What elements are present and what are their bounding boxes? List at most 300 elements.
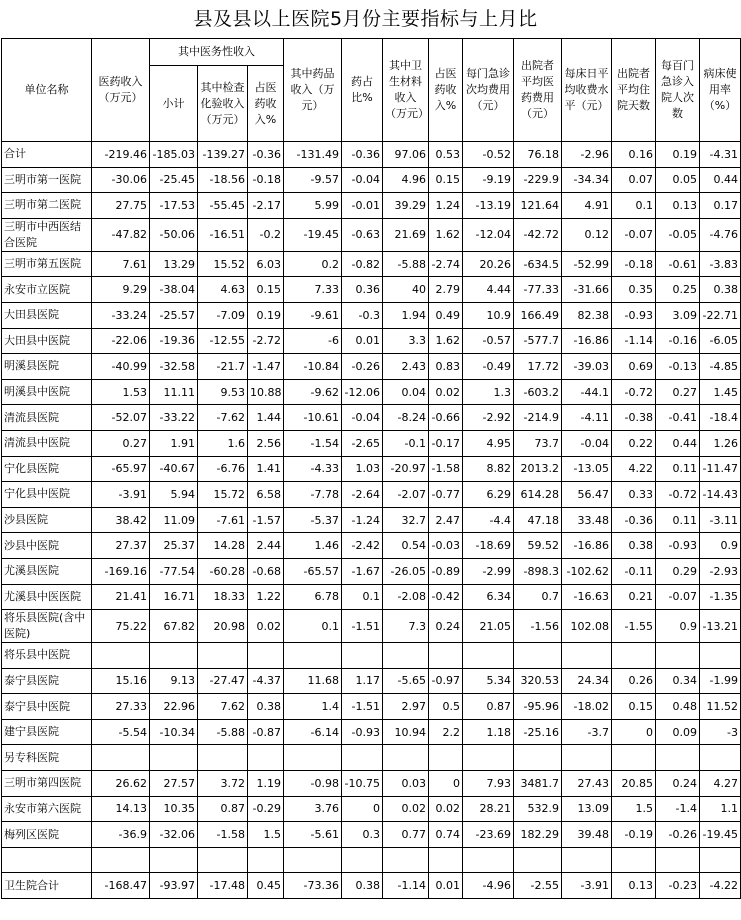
- value-cell: [562, 847, 612, 873]
- value-cell: 0.53: [429, 142, 463, 168]
- value-cell: 27.57: [150, 771, 198, 797]
- value-cell: 0.07: [612, 167, 656, 193]
- value-cell: [514, 745, 562, 771]
- value-cell: -47.82: [92, 218, 150, 251]
- value-cell: [656, 643, 700, 669]
- value-cell: [514, 643, 562, 669]
- value-cell: -0.72: [612, 379, 656, 405]
- value-cell: 0.44: [700, 167, 741, 193]
- value-cell: 0: [612, 719, 656, 745]
- header-drug-income: 其中药品收入（万元）: [284, 39, 342, 142]
- value-cell: 0.01: [429, 873, 463, 899]
- unit-name-cell: 永安市第六医院: [2, 796, 92, 822]
- table-row: [2, 610, 741, 643]
- value-cell: 82.38: [562, 302, 612, 328]
- value-cell: -4.4: [463, 507, 514, 533]
- value-cell: -10.61: [284, 405, 342, 431]
- value-cell: 0.34: [656, 668, 700, 694]
- value-cell: [383, 643, 429, 669]
- value-cell: [656, 847, 700, 873]
- value-cell: 1.62: [429, 218, 463, 251]
- value-cell: 76.18: [514, 142, 562, 168]
- value-cell: 97.06: [383, 142, 429, 168]
- value-cell: 1.24: [429, 193, 463, 219]
- value-cell: 0.12: [562, 218, 612, 251]
- value-cell: 22.96: [150, 694, 198, 720]
- value-cell: -1.54: [284, 430, 342, 456]
- value-cell: 0.19: [248, 302, 284, 328]
- table-row: [2, 277, 741, 303]
- value-cell: 0.3: [342, 822, 383, 848]
- value-cell: 2.44: [248, 533, 284, 559]
- value-cell: 0.13: [656, 193, 700, 219]
- value-cell: 0.9: [700, 533, 741, 559]
- value-cell: -60.28: [198, 558, 248, 584]
- table-row: [2, 379, 741, 405]
- value-cell: -603.2: [514, 379, 562, 405]
- value-cell: -3.83: [700, 251, 741, 277]
- value-cell: 6.58: [248, 482, 284, 508]
- value-cell: [612, 847, 656, 873]
- table-row: [2, 873, 741, 899]
- value-cell: 0.24: [656, 771, 700, 797]
- value-cell: -25.57: [150, 302, 198, 328]
- value-cell: 0.36: [342, 277, 383, 303]
- value-cell: 102.08: [562, 610, 612, 643]
- value-cell: -0.19: [612, 822, 656, 848]
- table-row: [2, 328, 741, 354]
- value-cell: -5.37: [284, 507, 342, 533]
- value-cell: -52.07: [92, 405, 150, 431]
- value-cell: [562, 745, 612, 771]
- value-cell: 0.15: [429, 167, 463, 193]
- value-cell: -19.36: [150, 328, 198, 354]
- value-cell: 3.3: [383, 328, 429, 354]
- value-cell: 1.46: [284, 533, 342, 559]
- value-cell: [463, 643, 514, 669]
- value-cell: 2.97: [383, 694, 429, 720]
- value-cell: -0.49: [463, 354, 514, 380]
- value-cell: 0.69: [612, 354, 656, 380]
- header-stay-days: 出院者平均住院天数: [612, 39, 656, 142]
- value-cell: 7.62: [198, 694, 248, 720]
- value-cell: -0.97: [429, 668, 463, 694]
- value-cell: 0.25: [656, 277, 700, 303]
- value-cell: 7.3: [383, 610, 429, 643]
- value-cell: 6.34: [463, 584, 514, 610]
- value-cell: -185.03: [150, 142, 198, 168]
- table-row: [2, 218, 741, 251]
- value-cell: -19.45: [284, 218, 342, 251]
- value-cell: -12.04: [463, 218, 514, 251]
- value-cell: [248, 643, 284, 669]
- value-cell: 21.69: [383, 218, 429, 251]
- value-cell: [429, 643, 463, 669]
- value-cell: -6.14: [284, 719, 342, 745]
- value-cell: -5.54: [92, 719, 150, 745]
- value-cell: -3.91: [92, 482, 150, 508]
- value-cell: 0.04: [383, 379, 429, 405]
- unit-name-cell: 尤溪县中医医院: [2, 584, 92, 610]
- table-row: [2, 456, 741, 482]
- value-cell: 11.11: [150, 379, 198, 405]
- value-cell: 4.27: [700, 771, 741, 797]
- value-cell: -12.06: [342, 379, 383, 405]
- table-row: [2, 668, 741, 694]
- value-cell: 11.68: [284, 668, 342, 694]
- header-subtotal: 小计: [150, 66, 198, 142]
- unit-name-cell: 沙县医院: [2, 507, 92, 533]
- unit-name-cell: 泰宁县中医院: [2, 694, 92, 720]
- value-cell: 27.43: [562, 771, 612, 797]
- value-cell: -32.06: [150, 822, 198, 848]
- value-cell: -3.11: [700, 507, 741, 533]
- value-cell: -5.61: [284, 822, 342, 848]
- value-cell: 0.38: [342, 873, 383, 899]
- value-cell: 1.94: [383, 302, 429, 328]
- unit-name-cell: 将乐县中医院: [2, 643, 92, 669]
- value-cell: -16.86: [562, 533, 612, 559]
- value-cell: -4.76: [700, 218, 741, 251]
- value-cell: -31.66: [562, 277, 612, 303]
- value-cell: -214.9: [514, 405, 562, 431]
- value-cell: 3.09: [656, 302, 700, 328]
- unit-name-cell: 清流县中医院: [2, 430, 92, 456]
- unit-name-cell: 大田县中医院: [2, 328, 92, 354]
- table-row: [2, 643, 741, 669]
- value-cell: -3: [700, 719, 741, 745]
- value-cell: -17.48: [198, 873, 248, 899]
- value-cell: -0.93: [342, 719, 383, 745]
- table-row: [2, 142, 741, 168]
- value-cell: 2.2: [429, 719, 463, 745]
- value-cell: 0.38: [248, 694, 284, 720]
- value-cell: -33.24: [92, 302, 150, 328]
- value-cell: -3.7: [562, 719, 612, 745]
- unit-name-cell: 三明市中西医结合医院: [2, 218, 92, 251]
- value-cell: -0.38: [612, 405, 656, 431]
- value-cell: -0.52: [463, 142, 514, 168]
- value-cell: -2.55: [514, 873, 562, 899]
- value-cell: [284, 847, 342, 873]
- header-discharge-cost: 出院者平均医药费用（元）: [514, 39, 562, 142]
- value-cell: -1.35: [700, 584, 741, 610]
- value-cell: -40.99: [92, 354, 150, 380]
- value-cell: 0.09: [656, 719, 700, 745]
- value-cell: 75.22: [92, 610, 150, 643]
- report-title: 县及县以上医院5月份主要指标与上月比: [193, 8, 538, 30]
- value-cell: 7.61: [92, 251, 150, 277]
- value-cell: -38.04: [150, 277, 198, 303]
- value-cell: -102.62: [562, 558, 612, 584]
- value-cell: 1.44: [248, 405, 284, 431]
- value-cell: [342, 643, 383, 669]
- value-cell: -26.05: [383, 558, 429, 584]
- value-cell: 0.45: [248, 873, 284, 899]
- value-cell: -0.36: [248, 142, 284, 168]
- value-cell: 3.76: [284, 796, 342, 822]
- value-cell: [562, 643, 612, 669]
- value-cell: -2.99: [463, 558, 514, 584]
- value-cell: 20.98: [198, 610, 248, 643]
- value-cell: -0.04: [342, 167, 383, 193]
- value-cell: -0.2: [248, 218, 284, 251]
- value-cell: 10.94: [383, 719, 429, 745]
- value-cell: 9.13: [150, 668, 198, 694]
- value-cell: [284, 643, 342, 669]
- value-cell: -1.55: [612, 610, 656, 643]
- value-cell: 0.35: [612, 277, 656, 303]
- value-cell: 5.99: [284, 193, 342, 219]
- value-cell: [248, 847, 284, 873]
- value-cell: 2.79: [429, 277, 463, 303]
- value-cell: [383, 745, 429, 771]
- value-cell: [150, 643, 198, 669]
- value-cell: 182.29: [514, 822, 562, 848]
- value-cell: -0.04: [342, 405, 383, 431]
- value-cell: 0: [342, 796, 383, 822]
- value-cell: 1.62: [429, 328, 463, 354]
- value-cell: [150, 745, 198, 771]
- value-cell: 0.22: [612, 430, 656, 456]
- value-cell: 2.43: [383, 354, 429, 380]
- value-cell: 0.19: [656, 142, 700, 168]
- value-cell: 0.1: [612, 193, 656, 219]
- value-cell: -0.89: [429, 558, 463, 584]
- value-cell: 2013.2: [514, 456, 562, 482]
- value-cell: -2.08: [383, 584, 429, 610]
- value-cell: -4.85: [700, 354, 741, 380]
- value-cell: -27.47: [198, 668, 248, 694]
- value-cell: -634.5: [514, 251, 562, 277]
- value-cell: -34.34: [562, 167, 612, 193]
- value-cell: 2.47: [429, 507, 463, 533]
- value-cell: 15.52: [198, 251, 248, 277]
- value-cell: -7.78: [284, 482, 342, 508]
- value-cell: 4.44: [463, 277, 514, 303]
- value-cell: -9.57: [284, 167, 342, 193]
- value-cell: -0.07: [656, 584, 700, 610]
- value-cell: -0.04: [562, 430, 612, 456]
- value-cell: 0.74: [429, 822, 463, 848]
- value-cell: -44.1: [562, 379, 612, 405]
- unit-name-cell: 另专科医院: [2, 745, 92, 771]
- value-cell: [248, 745, 284, 771]
- value-cell: 67.82: [150, 610, 198, 643]
- value-cell: -1.67: [342, 558, 383, 584]
- value-cell: [383, 847, 429, 873]
- value-cell: -21.7: [198, 354, 248, 380]
- value-cell: -5.88: [198, 719, 248, 745]
- value-cell: -0.26: [656, 822, 700, 848]
- value-cell: -0.05: [656, 218, 700, 251]
- value-cell: -6: [284, 328, 342, 354]
- value-cell: -1.47: [248, 354, 284, 380]
- value-cell: -30.06: [92, 167, 150, 193]
- value-cell: -11.47: [700, 456, 741, 482]
- value-cell: -4.31: [700, 142, 741, 168]
- unit-name-cell: 宁化县中医院: [2, 482, 92, 508]
- value-cell: [700, 643, 741, 669]
- value-cell: -2.74: [429, 251, 463, 277]
- value-cell: 0.16: [612, 142, 656, 168]
- value-cell: 1.22: [248, 584, 284, 610]
- indicator-table: [1, 38, 741, 899]
- value-cell: 26.62: [92, 771, 150, 797]
- value-cell: -18.4: [700, 405, 741, 431]
- value-cell: -13.05: [562, 456, 612, 482]
- value-cell: -131.49: [284, 142, 342, 168]
- value-cell: 38.42: [92, 507, 150, 533]
- value-cell: [700, 847, 741, 873]
- value-cell: -0.17: [429, 430, 463, 456]
- value-cell: -18.56: [198, 167, 248, 193]
- value-cell: 0.38: [700, 277, 741, 303]
- value-cell: [92, 643, 150, 669]
- value-cell: -2.65: [342, 430, 383, 456]
- value-cell: 17.72: [514, 354, 562, 380]
- value-cell: 3481.7: [514, 771, 562, 797]
- value-cell: 121.64: [514, 193, 562, 219]
- value-cell: -0.18: [248, 167, 284, 193]
- value-cell: -33.22: [150, 405, 198, 431]
- value-cell: [656, 745, 700, 771]
- unit-name-cell: 将乐县医院(含中医院): [2, 610, 92, 643]
- value-cell: 39.29: [383, 193, 429, 219]
- value-cell: 0.5: [429, 694, 463, 720]
- value-cell: -19.45: [700, 822, 741, 848]
- value-cell: 0.03: [383, 771, 429, 797]
- value-cell: 4.63: [198, 277, 248, 303]
- value-cell: -3.91: [562, 873, 612, 899]
- unit-name-cell: 建宁县医院: [2, 719, 92, 745]
- header-admit-rate: 每百门急诊入院人次数: [656, 39, 700, 142]
- value-cell: 0.21: [612, 584, 656, 610]
- value-cell: 0.54: [383, 533, 429, 559]
- value-cell: 0.15: [248, 277, 284, 303]
- unit-name-cell: 梅列区医院: [2, 822, 92, 848]
- value-cell: 1.03: [342, 456, 383, 482]
- value-cell: -17.53: [150, 193, 198, 219]
- value-cell: -1.58: [198, 822, 248, 848]
- value-cell: -0.11: [612, 558, 656, 584]
- value-cell: -9.19: [463, 167, 514, 193]
- value-cell: 47.18: [514, 507, 562, 533]
- value-cell: 0.1: [342, 584, 383, 610]
- value-cell: [198, 847, 248, 873]
- value-cell: 0.01: [342, 328, 383, 354]
- unit-name-cell: 大田县医院: [2, 302, 92, 328]
- value-cell: -5.88: [383, 251, 429, 277]
- value-cell: -77.54: [150, 558, 198, 584]
- value-cell: -0.93: [612, 302, 656, 328]
- value-cell: 0.26: [612, 668, 656, 694]
- value-cell: -169.16: [92, 558, 150, 584]
- value-cell: 0.02: [429, 379, 463, 405]
- value-cell: -42.72: [514, 218, 562, 251]
- value-cell: 13.09: [562, 796, 612, 822]
- value-cell: -0.36: [342, 142, 383, 168]
- value-cell: 0.1: [284, 610, 342, 643]
- value-cell: 0.29: [656, 558, 700, 584]
- value-cell: [463, 847, 514, 873]
- value-cell: 1.17: [342, 668, 383, 694]
- value-cell: 15.16: [92, 668, 150, 694]
- value-cell: -2.42: [342, 533, 383, 559]
- value-cell: -40.67: [150, 456, 198, 482]
- value-cell: -0.98: [284, 771, 342, 797]
- value-cell: -2.93: [700, 558, 741, 584]
- value-cell: -18.02: [562, 694, 612, 720]
- header-drug-ratio: 药占比%: [342, 39, 383, 142]
- value-cell: 0.2: [284, 251, 342, 277]
- table-row: [2, 302, 741, 328]
- value-cell: [514, 847, 562, 873]
- value-cell: 320.53: [514, 668, 562, 694]
- value-cell: 73.7: [514, 430, 562, 456]
- value-cell: 1.45: [700, 379, 741, 405]
- header-service-group: 其中医务性收入: [150, 39, 284, 66]
- value-cell: 0.24: [429, 610, 463, 643]
- value-cell: 10.9: [463, 302, 514, 328]
- value-cell: 1.6: [198, 430, 248, 456]
- value-cell: 11.52: [700, 694, 741, 720]
- value-cell: 1.53: [92, 379, 150, 405]
- value-cell: -2.07: [383, 482, 429, 508]
- value-cell: 1.18: [463, 719, 514, 745]
- value-cell: -1.4: [656, 796, 700, 822]
- value-cell: -2.64: [342, 482, 383, 508]
- value-cell: 20.26: [463, 251, 514, 277]
- value-cell: -4.22: [700, 873, 741, 899]
- value-cell: -0.63: [342, 218, 383, 251]
- value-cell: 27.33: [92, 694, 150, 720]
- value-cell: -36.9: [92, 822, 150, 848]
- unit-name-cell: 三明市第一医院: [2, 167, 92, 193]
- value-cell: -23.69: [463, 822, 514, 848]
- value-cell: [198, 643, 248, 669]
- value-cell: 0.9: [656, 610, 700, 643]
- value-cell: -2.92: [463, 405, 514, 431]
- value-cell: 0.02: [248, 610, 284, 643]
- value-cell: 24.34: [562, 668, 612, 694]
- value-cell: [150, 847, 198, 873]
- value-cell: -9.61: [284, 302, 342, 328]
- value-cell: 0.77: [383, 822, 429, 848]
- value-cell: 15.72: [198, 482, 248, 508]
- value-cell: -219.46: [92, 142, 150, 168]
- table-row: [2, 771, 741, 797]
- value-cell: -0.72: [656, 482, 700, 508]
- value-cell: -0.01: [342, 193, 383, 219]
- value-cell: -1.51: [342, 694, 383, 720]
- value-cell: 25.37: [150, 533, 198, 559]
- value-cell: -0.57: [463, 328, 514, 354]
- value-cell: 0.87: [198, 796, 248, 822]
- value-cell: 4.22: [612, 456, 656, 482]
- value-cell: [700, 745, 741, 771]
- value-cell: -229.9: [514, 167, 562, 193]
- value-cell: 166.49: [514, 302, 562, 328]
- value-cell: -1.56: [514, 610, 562, 643]
- value-cell: -93.97: [150, 873, 198, 899]
- value-cell: 10.88: [248, 379, 284, 405]
- value-cell: -1.14: [612, 328, 656, 354]
- value-cell: -39.03: [562, 354, 612, 380]
- value-cell: -0.29: [248, 796, 284, 822]
- value-cell: 6.29: [463, 482, 514, 508]
- value-cell: [612, 643, 656, 669]
